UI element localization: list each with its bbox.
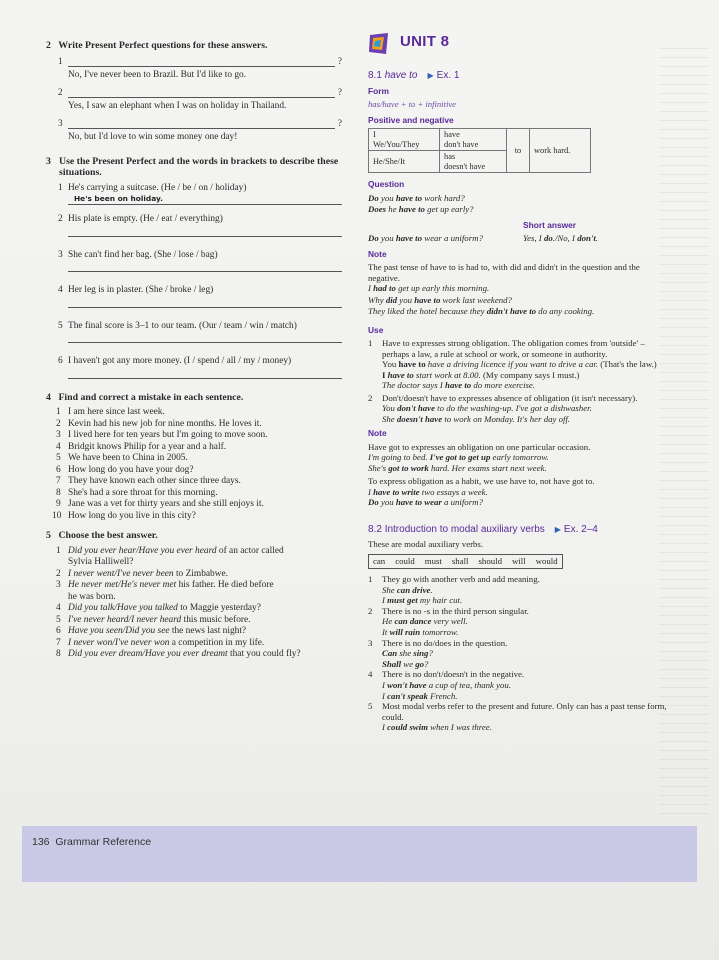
play-arrow-icon: ▶ (427, 71, 434, 80)
grammar-reference-column (368, 30, 668, 733)
note-label: Note (368, 428, 387, 438)
form-formula: has/have + to + infinitive (368, 99, 456, 109)
exercise-3-item: 6 I haven't got any more money. (I / spend / all / my / money) (46, 356, 342, 379)
list-item: 1 They go with another verb and add meaning. She can drive. I must get my hair cut. (368, 574, 540, 606)
example-sentence: I had to get up early this morning. (368, 283, 490, 293)
list-item: 8 Did you ever dream/Have you ever dreamt that you could fly? (56, 649, 301, 659)
exercises-column (46, 40, 342, 661)
exercise-link[interactable]: Ex. 1 (436, 70, 460, 81)
exercise-2-item: 1 ? No, I've never been to Brazil. But I'd like to go. (58, 55, 342, 80)
list-item: 5 Most modal verbs refer to the present and future. Only can has a past tense form, could. I could swim when I was three. (368, 701, 667, 733)
list-item: 5 We have been to China in 2005. (56, 453, 188, 463)
list-item: 2 There is no -s in the third person singular. He can dance very well. It will rain tomorrow. (368, 605, 529, 637)
list-item: 9 Jane was a vet for thirty years and she still enjoys it. (56, 499, 264, 509)
section-8-2-heading: 8.2 Introduction to modal auxiliary verbs ▶ Ex. 2–4 (368, 523, 598, 535)
exercise-3 (46, 156, 342, 379)
exercise-4 (46, 392, 342, 523)
exercise-3-item: 5 The final score is 3–1 to our team. (Our / team / win / match) (46, 321, 342, 344)
unit-title: UNIT 8 (400, 33, 450, 50)
list-item: 6 How long do you have your dog? (56, 464, 194, 475)
answer-line[interactable] (68, 87, 335, 98)
example-sentence: Does he have to get up early? (368, 204, 474, 214)
exercise-2-item: 3 ? No, but I'd love to win some money one day! (58, 117, 342, 142)
page-footer-label: 136 Grammar Reference (32, 836, 152, 848)
list-item: 4 Did you talk/Have you talked to Maggie yesterday? (56, 603, 261, 613)
note-label: Note (368, 248, 387, 259)
exercise-3-item: 4 Her leg is in plaster. (She / broke / leg) (46, 285, 342, 308)
list-item: 2 I never went/I've never been to Zimbabwe. (56, 568, 229, 579)
answer-line[interactable] (68, 194, 342, 205)
use-list (368, 338, 668, 424)
answer-line[interactable] (68, 332, 342, 343)
form-table: I We/You/They have don't have to work hard. He/She/It has doesn't have (368, 128, 591, 173)
note-text: The past tense of have to is had to, with did and didn't in the question and the negative. (368, 262, 640, 283)
form-label: Form (368, 85, 389, 96)
play-arrow-icon: ▶ (554, 524, 561, 534)
list-item: 4 There is no don't/doesn't in the negative. I won't have a cup of tea, thank you. I can't speak French. (368, 669, 525, 701)
example-sentence: They liked the hotel because they didn't have to do any cooking. (368, 306, 595, 316)
section-8-1-heading: 8.1 have to ▶ Ex. 1 (368, 70, 460, 81)
list-item: 3 There is no do/does in the question. Can she sing? Shall we go? (368, 637, 508, 669)
answer-line[interactable] (68, 368, 342, 379)
list-item: 2 Kevin had his new job for nine months. He loves it. (56, 418, 262, 429)
exercise-5 (46, 530, 342, 661)
page-footer (22, 826, 697, 882)
list-item: 1 Did you ever hear/Have you ever heard of an actor called Sylvia Halliwell? (56, 545, 284, 567)
list-item: 1 Have to expresses strong obligation. The obligation comes from 'outside' – perhaps a law, a rule at school or work, or someone in authority. You have to have a driving licence if you want to drive a car. (That's the law.) I have to start work at 8.00. (My company says I must.) The doctor says I have to do more exercise. (368, 338, 657, 390)
answer-line[interactable] (68, 261, 342, 272)
modal-rules-list (368, 574, 668, 733)
answer-line[interactable] (68, 297, 342, 308)
list-item: 7 They have known each other since three days. (56, 476, 241, 486)
exercise-4-title: 4 Find and correct a mistake in each sentence. (46, 391, 244, 403)
list-item: 7 I never won/I've never won a competition in my life. (56, 637, 265, 648)
handwritten-answer: He's been on holiday. (74, 194, 163, 203)
answer-line[interactable] (68, 56, 335, 67)
exercise-3-item: 1 He's carrying a suitcase. (He / be / on / holiday) He's been on holiday. (46, 183, 342, 206)
list-item: 3 I lived here for ten years but I'm going to move soon. (56, 430, 268, 440)
example-sentence: Why did you have to work last weekend? (368, 294, 512, 305)
modal-verbs-box: can could must shall should will would (368, 554, 563, 570)
exercise-2 (46, 40, 342, 144)
answer-line[interactable] (68, 226, 342, 237)
list-item: 1 I am here since last week. (56, 407, 165, 417)
answer-line[interactable] (68, 118, 335, 129)
list-item: 3 He never met/He's never met his father. He died before he was born. (56, 580, 274, 602)
unit-logo-icon (368, 32, 390, 56)
short-answer-label: Short answer (523, 219, 577, 230)
unit-header (368, 30, 668, 64)
list-item: 2 Don't/doesn't have to expresses absence of obligation (it isn't necessary). You don't have to do the washing-up. I've got a dishwasher. She doesn't have to work on Monday. It's her day off. (368, 392, 638, 424)
use-label: Use (368, 324, 384, 335)
exercise-2-item: 2 ? Yes, I saw an elephant when I was on holiday in Thailand. (58, 86, 342, 111)
positive-negative-label: Positive and negative (368, 114, 454, 125)
example-sentence: Do you have to work hard? (368, 192, 465, 203)
intro-text: These are modal auxiliary verbs. (368, 539, 484, 549)
exercise-3-title: 3 Use the Present Perfect and the words in brackets to describe these situations. (46, 155, 339, 178)
list-item: 6 Have you seen/Did you see the news last night? (56, 626, 247, 636)
note-text: Have got to expresses an obligation on one particular occasion. I'm going to bed. I've got to get up early tomorrow. She's got to work hard. Her exams start next week. To express obligation as a habit, we use have to, not have got to. I have to write two essays a week. Do you have to wear a uniform? (368, 441, 595, 507)
exercise-3-item: 3 She can't find her bag. (She / lose / bag) (46, 250, 342, 273)
exercise-3-item: 2 His plate is empty. (He / eat / everything) (46, 214, 342, 237)
short-answer-row: Do you have to wear a uniform? Yes, I do./No, I don't. (368, 233, 598, 243)
exercise-link[interactable]: Ex. 2–4 (563, 523, 598, 535)
exercise-2-title: 2 Write Present Perfect questions for these answers. (46, 40, 268, 51)
list-item: 8 She's had a sore throat for this morning. (56, 487, 218, 498)
list-item: 5 I've never heard/I never heard this music before. (56, 614, 251, 625)
list-item: 4 Bridgit knows Philip for a year and a half. (56, 441, 227, 452)
list-item: 10 How long do you live in this city? (52, 510, 196, 521)
exercise-5-title: 5 Choose the best answer. (46, 530, 158, 541)
question-label: Question (368, 179, 405, 189)
page-number: 136 (32, 836, 50, 848)
